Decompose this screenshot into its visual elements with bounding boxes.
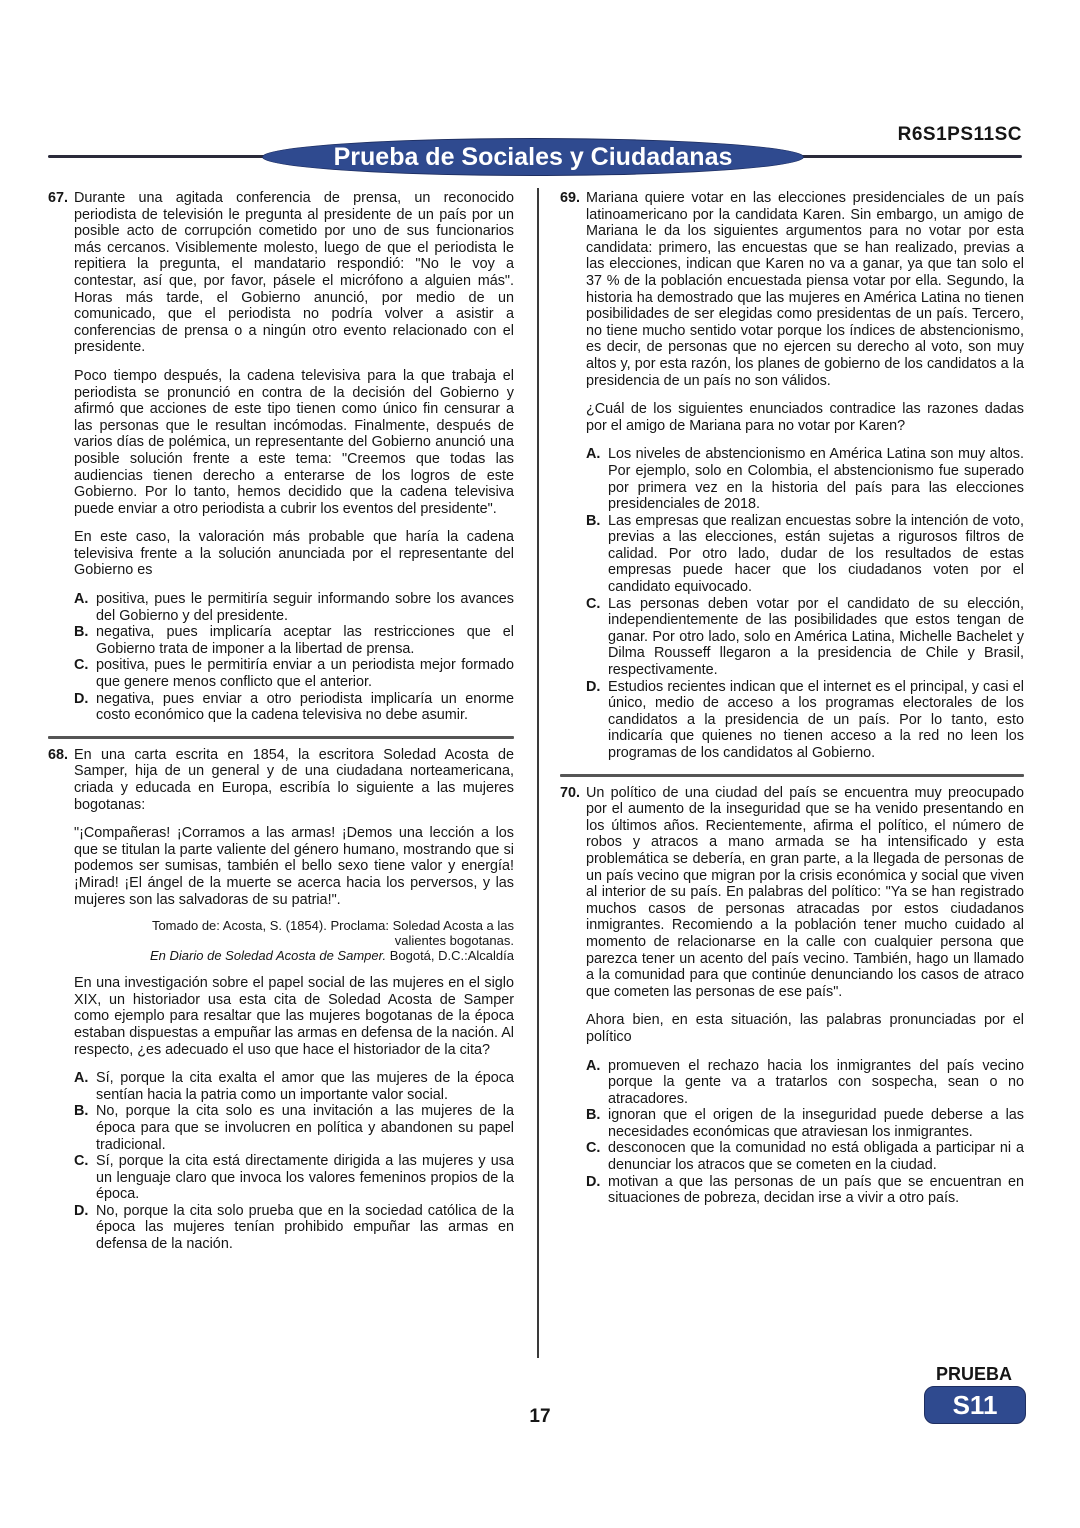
- option-text: No, porque la cita solo es una invitación a las mujeres de la época para que se involucren en política y abandonen su papel tradicional.: [96, 1103, 514, 1153]
- option-text: positiva, pues le permitiría enviar a un periodista mejor formado que genere menos conflicto que el anterior.: [96, 657, 514, 691]
- option-letter: D.: [586, 678, 601, 695]
- option-letter: A.: [74, 1070, 89, 1087]
- option-letter: D.: [74, 1202, 89, 1219]
- option-text: positiva, pues le permitiría seguir informando sobre los avances del Gobierno y del presidente.: [96, 591, 514, 624]
- option-c[interactable]: [74, 657, 514, 690]
- question-text: Poco tiempo después, la cadena televisiva para la que trabaja el periodista se pronunció en contra de la decisión del Gobierno y afirmó que acciones de este tipo tienen como único fin censurar a las personas que le resultan incómodas. Finalmente, después de varios días de polémica, un representante del Gobierno anunció una posible solución frente a este tema: "Creemos que todas las audiencias tienen derecho a enterarse de los logros de este Gobierno. Por lo tanto, hemos decidido que la cadena televisiva puede enviar a otro periodista a cubrir los eventos del presidente".: [74, 367, 514, 517]
- question-number: 69.: [560, 190, 581, 206]
- option-text: No, porque la cita solo prueba que en la sociedad católica de la época las mujeres tenían prohibido empuñar las armas en defensa de la nación.: [96, 1202, 514, 1253]
- test-code: R6S1PS11SC: [897, 124, 1022, 145]
- option-letter: C.: [74, 657, 89, 674]
- option-letter: A.: [586, 446, 601, 463]
- question-number: 67.: [48, 190, 69, 206]
- page-number: 17: [529, 1406, 551, 1427]
- option-text: negativa, pues implicaría aceptar las restricciones que el Gobierno trata de imponer a la libertad de prensa.: [96, 624, 514, 657]
- option-b[interactable]: [74, 1103, 514, 1153]
- question-number: 68.: [48, 746, 69, 763]
- option-letter: B.: [74, 624, 89, 641]
- option-letter: C.: [586, 1140, 601, 1157]
- citation-line: Tomado de: Acosta, S. (1854). Proclama: Soledad Acosta a las valientes bogotanas.: [151, 918, 514, 949]
- question-prompt: En una investigación sobre el papel social de las mujeres en el siglo XIX, un historiador usa esta cita de Soledad Acosta de Samper como ejemplo para resaltar que las mujeres bogotanas de la época estaban dispuestas a empuñar las armas en defensa de la nación. Al respecto, ¿es adecuado el uso que hace el historiador de la cita?: [74, 975, 514, 1058]
- option-b[interactable]: [586, 1107, 1024, 1140]
- question-prompt: Ahora bien, en esta situación, las palabras pronunciadas por el político: [586, 1012, 1024, 1045]
- option-text: Sí, porque la cita está directamente dirigida a las mujeres y usa un lenguaje claro que invoca los valores femeninos propios de la época.: [96, 1153, 514, 1203]
- question-67: [48, 190, 514, 724]
- option-text: negativa, pues enviar a otro periodista implicaría un enorme costo económico que la cadena televisiva no debe asumir.: [96, 690, 514, 724]
- option-letter: C.: [586, 595, 601, 612]
- question-text: Durante una agitada conferencia de prensa, un reconocido periodista de televisión le pregunta al presidente de un país por un posible acto de corrupción cometido por uno de sus funcionarios más cercanos. Visiblemente molesto, luego de que el periodista le repitiera la pregunta, el mandatario respondió: "No le voy a contestar, así que, por favor, pásele el micrófono a alguien más". Horas más tarde, el Gobierno anunció, por medio de un comunicado, que el periodista no podría volver a asistir a conferencias de prensa o a ningún otro evento relacionado con el presidente.: [74, 190, 514, 356]
- option-text: Las personas deben votar por el candidato de su elección, independientemente de las posibilidades que estos tengan de ganar. Por otro lado, solo en América Latina, Michelle Bachelet y Dilma Rousseff llegaron a la presidencia de Chile y Brasil, respectivamente.: [608, 595, 1024, 679]
- column-divider: [537, 188, 539, 1358]
- question-prompt: ¿Cuál de los siguientes enunciados contradice las razones dadas por el amigo de Mariana para no votar por Karen?: [586, 401, 1024, 434]
- option-text: Los niveles de abstencionismo en América Latina son muy altos. Por ejemplo, solo en Colombia, el abstencionismo fue superado por primera vez en la historia del país para las elecciones presidenciales de 2018.: [608, 446, 1024, 513]
- question-text: En una carta escrita en 1854, la escritora Soledad Acosta de Samper, hija de un general y de una ciudadana norteamericana, criada y educada en Europa, escribía lo siguiente a las mujeres bogotanas:: [74, 746, 514, 813]
- test-badge: S11: [924, 1386, 1026, 1424]
- citation-line: [104, 948, 514, 963]
- option-d[interactable]: [586, 679, 1024, 762]
- option-text: ignoran que el origen de la inseguridad puede deberse a las necesidades económicas que atraviesan los inmigrantes.: [608, 1107, 1024, 1140]
- question-prompt: En este caso, la valoración más probable que haría la cadena televisiva frente a la solución anunciada por el representante del Gobierno es: [74, 529, 514, 579]
- citation: [74, 918, 514, 963]
- section-title-banner: Prueba de Sociales y Ciudadanas: [262, 138, 804, 176]
- option-a[interactable]: [74, 1070, 514, 1103]
- option-letter: C.: [74, 1153, 89, 1170]
- option-letter: B.: [586, 512, 601, 529]
- option-text: desconocen que la comunidad no está obligada a participar ni a denunciar los atracos que se cometen en la ciudad.: [608, 1140, 1024, 1174]
- question-68: [48, 747, 514, 1253]
- citation-italic: En Diario de Soledad Acosta de Samper.: [150, 948, 387, 964]
- option-text: Las empresas que realizan encuestas sobre la intención de voto, previas a las elecciones, están sujetas a rigurosos filtros de calidad. Por otro lado, dudar de los resultados de estas empresas puede hacer que los ciudadanos voten por el candidato equivocado.: [608, 512, 1024, 596]
- answer-options: [586, 1058, 1024, 1207]
- option-d[interactable]: [74, 691, 514, 724]
- option-text: Sí, porque la cita exalta el amor que las mujeres de la época sentían hacia la patria como un importante valor social.: [96, 1070, 514, 1103]
- question-70: [560, 785, 1024, 1207]
- question-separator: [48, 736, 514, 739]
- option-letter: B.: [586, 1107, 601, 1124]
- option-letter: D.: [586, 1173, 601, 1190]
- question-text: Mariana quiere votar en las elecciones presidenciales de un país latinoamericano por la candidata Karen. Sin embargo, un amigo de Mariana le da los siguientes argumentos para no votar por esta candidata: primero, las encuestas que se han realizado, previas a las elecciones, indican que Karen no va a ganar, ya que tan solo el 37 % de la población encuestada piensa votar por ella. Segundo, la historia ha demostrado que las mujeres en América Latina no tienen posibilidades de ser elegidas como presidentas de un país. Tercero, no tiene mucho sentido votar porque los índices de abstencionismo, es decir, de personas que no ejercen su derecho al voto, son muy altos y, por esta razón, los planes de gobierno de los candidatos a la presidencia de un país no son válidos.: [586, 190, 1024, 389]
- citation-rest: Bogotá, D.C.:Alcaldía: [386, 948, 514, 964]
- option-letter: A.: [586, 1057, 601, 1074]
- option-letter: A.: [74, 591, 89, 608]
- quotation: "¡Compañeras! ¡Corramos a las armas! ¡Demos una lección a los que se titulan la parte valiente del género humano, mostrando que si podemos ser sumisas, también el bello sexo tiene valor y energía! ¡Mirad! ¡El ángel de la muerte se acerca hacia los perversos, y las mujeres son las salvadoras de su patria!".: [74, 825, 514, 908]
- option-c[interactable]: [586, 1140, 1024, 1173]
- right-column: [560, 190, 1024, 1207]
- option-letter: D.: [74, 690, 89, 707]
- option-text: motivan a que las personas de un país que se encuentran en situaciones de pobreza, decidan irse a vivir a otro país.: [608, 1173, 1024, 1207]
- option-text: promueven el rechazo hacia los inmigrantes del país vecino porque la gente va a tratarlos con sospecha, sean o no atracadores.: [608, 1057, 1024, 1107]
- question-text: Un político de una ciudad del país se encuentra muy preocupado por el aumento de la inseguridad que se ha venido presentando en los últimos años. Recientemente, afirma el político, el número de robos y atracos a mano armada se ha intensificado y esta problemática se debería, en gran parte, a la llegada de personas de un país vecino que migran por la crisis económica y social que viven al interior de su país. En palabras del político: "Ya se han registrado muchos casos de personas atracadas por estos ciudadanos inmigrantes. Recomiendo a la población tener mucho cuidado al momento de relacionarse en la calle con cualquier persona que parezca tener un acento del país vecino. También, hago un llamado a la comunidad para que continúe denunciando los casos de atraco que cometen las personas de ese país".: [586, 784, 1024, 1000]
- option-b[interactable]: [586, 513, 1024, 596]
- option-a[interactable]: [586, 1058, 1024, 1108]
- option-a[interactable]: [586, 446, 1024, 512]
- question-69: [560, 190, 1024, 762]
- option-letter: B.: [74, 1103, 89, 1120]
- left-column: [48, 190, 514, 1253]
- answer-options: [586, 446, 1024, 761]
- prueba-label: PRUEBA: [935, 1364, 1012, 1384]
- option-d[interactable]: [586, 1174, 1024, 1207]
- option-c[interactable]: [74, 1153, 514, 1203]
- option-c[interactable]: [586, 596, 1024, 679]
- option-b[interactable]: [74, 624, 514, 657]
- answer-options: [74, 1070, 514, 1253]
- question-separator: [560, 774, 1024, 777]
- answer-options: [74, 591, 514, 724]
- option-d[interactable]: [74, 1203, 514, 1253]
- option-text: Estudios recientes indican que el internet es el principal, y casi el único, medio de acceso a los programas electorales de los candidatos a la presidencia de un país. Por lo tanto, esto indicaría que quienes no tienen acceso a la red no leen los programas de los candidatos al Gobierno.: [608, 678, 1024, 761]
- option-a[interactable]: [74, 591, 514, 624]
- question-number: 70.: [560, 784, 581, 801]
